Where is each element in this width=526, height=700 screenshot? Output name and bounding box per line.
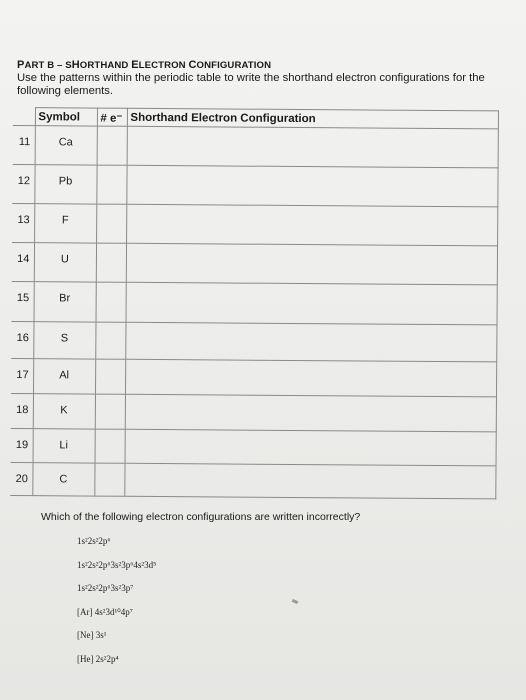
title-s-letter: H <box>71 59 80 71</box>
title-e-letter: E <box>131 59 139 71</box>
table-row <box>12 242 498 284</box>
table-row <box>11 321 497 361</box>
table-row <box>11 393 497 431</box>
row-number: 18 <box>11 393 33 428</box>
table-row <box>11 428 497 465</box>
option-1[interactable]: 1s²2s²2p⁶ <box>77 536 111 546</box>
table-row <box>12 164 498 206</box>
table-row <box>10 462 496 498</box>
header-blank-cell <box>13 107 35 125</box>
instructions-text: Use the patterns within the periodic table to write the shorthand electron configurations for the following elements. <box>17 72 485 97</box>
row-number: 17 <box>11 358 33 393</box>
element-symbol: Ca <box>35 126 97 165</box>
configuration-cell[interactable] <box>125 282 497 325</box>
header-electrons: # e⁻ <box>97 108 127 126</box>
configuration-cell[interactable] <box>125 322 497 362</box>
header-symbol: Symbol <box>35 108 97 126</box>
electron-count-cell[interactable] <box>96 282 126 322</box>
electron-count-cell[interactable] <box>95 394 125 429</box>
row-number: 15 <box>12 281 34 321</box>
title-c-rest: ONFIGURATION <box>196 60 272 71</box>
row-number: 19 <box>11 428 33 462</box>
electron-count-cell[interactable] <box>95 429 125 463</box>
configuration-table <box>10 107 499 499</box>
section-title <box>17 59 271 71</box>
row-number: 13 <box>12 203 34 242</box>
element-symbol: K <box>33 394 95 429</box>
element-symbol: U <box>34 243 96 282</box>
element-symbol: S <box>33 322 95 359</box>
option-5[interactable]: [Ne] 3s¹ <box>77 630 107 641</box>
question-text: Which of the following electron configurations are written incorrectly? <box>41 511 361 523</box>
table-row <box>12 281 498 324</box>
option-2[interactable]: 1s²2s²2p⁶3s²3p⁶4s²3d⁵ <box>77 559 157 570</box>
configuration-cell[interactable] <box>125 394 497 432</box>
configuration-cell[interactable] <box>126 204 498 246</box>
row-number: 11 <box>13 125 35 164</box>
table-row <box>13 125 499 167</box>
electron-count-cell[interactable] <box>96 204 126 243</box>
header-configuration: Shorthand Electron Configuration <box>127 108 499 129</box>
table-row <box>11 358 497 396</box>
row-number: 14 <box>12 242 34 281</box>
title-s-rest: ORTHAND <box>79 60 132 71</box>
stray-pen-mark <box>292 599 299 604</box>
row-number: 16 <box>11 321 33 358</box>
row-number: 12 <box>12 164 34 203</box>
electron-count-cell[interactable] <box>95 359 125 394</box>
option-4[interactable]: [Ar] 4s²3d¹⁰4p⁷ <box>77 606 133 617</box>
element-symbol: Al <box>33 359 95 394</box>
configuration-cell[interactable] <box>127 126 499 168</box>
electron-count-cell[interactable] <box>96 165 126 204</box>
title-part-rest: ART B – S <box>24 60 72 71</box>
element-symbol: F <box>34 204 96 243</box>
element-symbol: Li <box>33 429 95 463</box>
element-symbol: Pb <box>34 165 96 204</box>
configuration-cell[interactable] <box>125 359 497 397</box>
title-e-rest: LECTRON <box>138 60 189 71</box>
title-part-prefix: P <box>17 59 25 71</box>
option-6[interactable]: [He] 2s²2p⁴ <box>77 653 119 664</box>
configuration-cell[interactable] <box>126 243 498 285</box>
element-symbol: Br <box>34 282 96 322</box>
row-number: 20 <box>10 462 32 495</box>
electron-count-cell[interactable] <box>94 463 124 496</box>
option-3[interactable]: 1s²2s²2p⁶3s²3p⁷ <box>77 583 134 594</box>
title-c-letter: C <box>188 59 197 71</box>
configuration-cell[interactable] <box>124 463 496 499</box>
table-row <box>12 203 498 245</box>
configuration-cell[interactable] <box>125 429 497 466</box>
answer-options <box>77 536 156 678</box>
electron-count-cell[interactable] <box>95 322 125 359</box>
configuration-cell[interactable] <box>126 165 498 207</box>
electron-count-cell[interactable] <box>97 126 127 165</box>
element-symbol: C <box>32 463 94 496</box>
electron-count-cell[interactable] <box>96 243 126 282</box>
